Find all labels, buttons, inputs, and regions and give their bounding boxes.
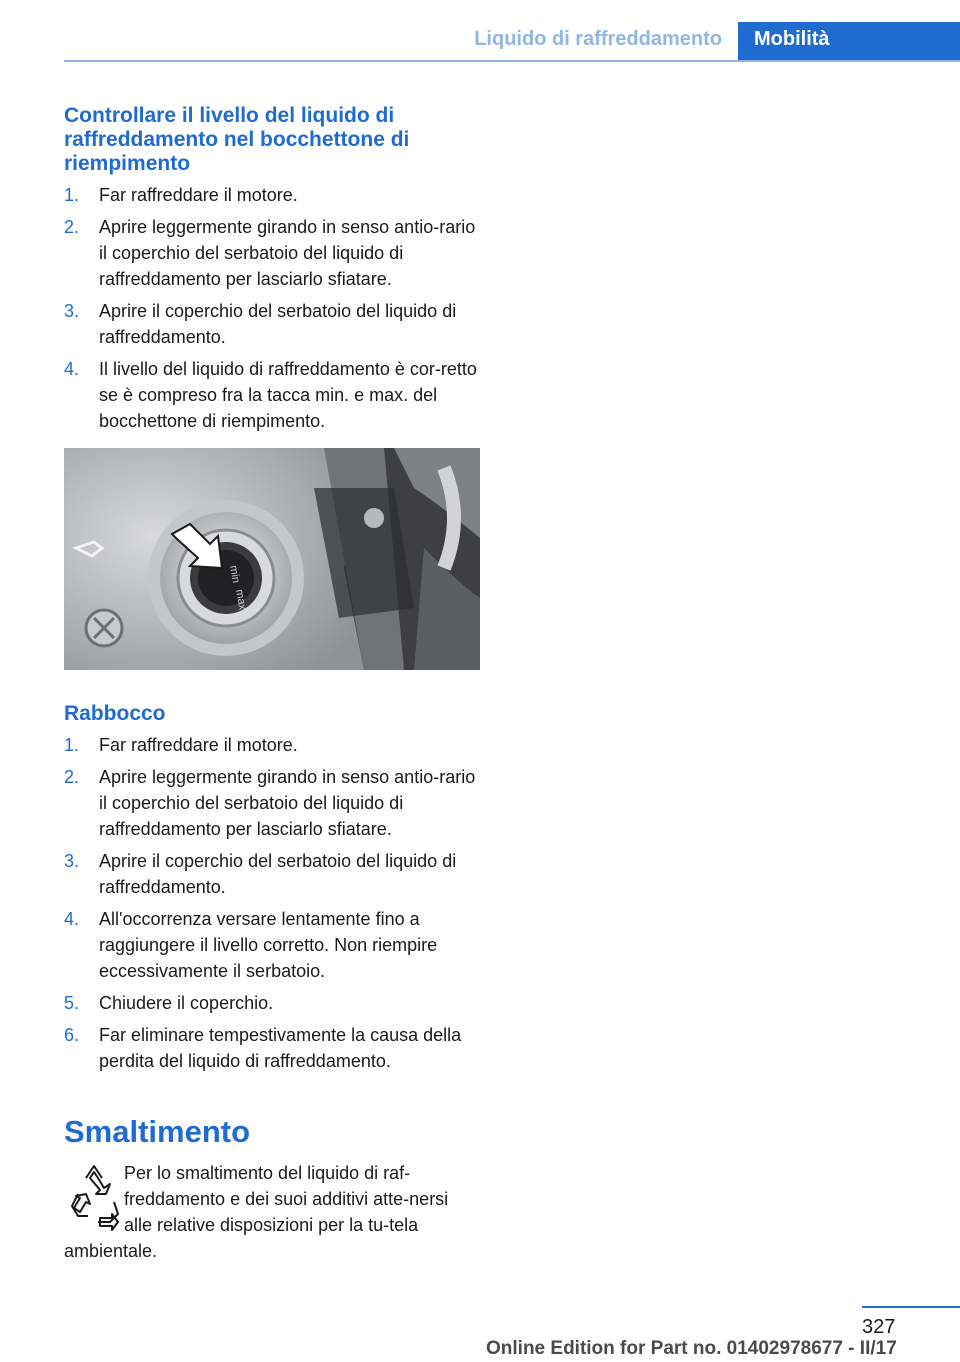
check-step	[64, 298, 480, 350]
refill-step	[64, 1022, 480, 1074]
check-step	[64, 356, 480, 434]
recycling-icon	[64, 1164, 124, 1234]
refill-title: Rabbocco	[64, 702, 166, 725]
step-text: Chiudere il coperchio.	[99, 993, 274, 1013]
header-rule	[64, 60, 960, 62]
refill-section	[64, 702, 480, 1074]
page-number: 327	[862, 1316, 896, 1338]
step-text: All'occorrenza versare lentamente fino a raggiungere il livello corretto. Non riempire eccessivamente il serbatoio.	[99, 909, 438, 981]
step-number: 3.	[64, 851, 80, 871]
disposal-heading-block	[64, 1114, 480, 1150]
max-mark-label: max	[233, 588, 249, 611]
step-number: 4.	[64, 359, 80, 379]
refill-step	[64, 764, 480, 842]
check-steps	[64, 182, 480, 434]
page-header	[64, 22, 960, 62]
step-text: Far raffreddare il motore.	[99, 735, 298, 755]
header-chapter-tab	[738, 22, 960, 62]
step-number: 5.	[64, 993, 80, 1013]
step-text: Aprire leggermente girando in senso antio‐rario il coperchio del serbatoio del liquido di raffreddamento per lasciarlo sfiatare.	[99, 767, 476, 839]
step-number: 2.	[64, 217, 80, 237]
check-title: Controllare il livello del liquido di raffreddamento nel bocchettone di riempimento	[64, 104, 410, 175]
refill-steps	[64, 732, 480, 1074]
step-text: Aprire leggermente girando in senso antio‐rario il coperchio del serbatoio del liquido di raffreddamento per lasciarlo sfiatare.	[99, 217, 476, 289]
step-number: 1.	[64, 185, 80, 205]
disposal-title: Smaltimento	[64, 1114, 251, 1149]
footer-rule	[862, 1306, 960, 1308]
header-section-title: Liquido di raffreddamento	[474, 28, 722, 50]
min-mark-label: min	[227, 564, 242, 584]
edition-watermark: Online Edition for Part no. 01402978677 - II/17	[486, 1338, 897, 1359]
step-text: Aprire il coperchio del serbatoio del liquido di raffreddamento.	[99, 851, 457, 897]
step-text: Il livello del liquido di raffreddamento è cor‐retto se è compreso fra la tacca min. e max. del bocchettone di riempimento.	[99, 359, 477, 431]
disposal-section	[64, 1160, 478, 1264]
header-chapter-label: Mobilità	[754, 28, 830, 50]
step-text: Far eliminare tempestivamente la causa della perdita del liquido di raffreddamento.	[99, 1025, 462, 1071]
step-text: Aprire il coperchio del serbatoio del liquido di raffreddamento.	[99, 301, 457, 347]
coolant-filler-photo	[64, 448, 480, 670]
step-number: 3.	[64, 301, 80, 321]
refill-step	[64, 906, 480, 984]
disposal-text: Per lo smaltimento del liquido di raf‐freddamento e dei suoi additivi atte‐nersi alle relative disposizioni per la tu‐tela ambientale.	[64, 1163, 449, 1261]
refill-step	[64, 848, 480, 900]
step-number: 6.	[64, 1025, 80, 1045]
check-section	[64, 104, 480, 434]
check-step	[64, 182, 480, 208]
refill-step	[64, 990, 480, 1016]
step-number: 4.	[64, 909, 80, 929]
step-number: 2.	[64, 767, 80, 787]
check-step	[64, 214, 480, 292]
step-number: 1.	[64, 735, 80, 755]
filler-neck-illustration	[64, 448, 480, 670]
step-text: Far raffreddare il motore.	[99, 185, 298, 205]
refill-step	[64, 732, 480, 758]
